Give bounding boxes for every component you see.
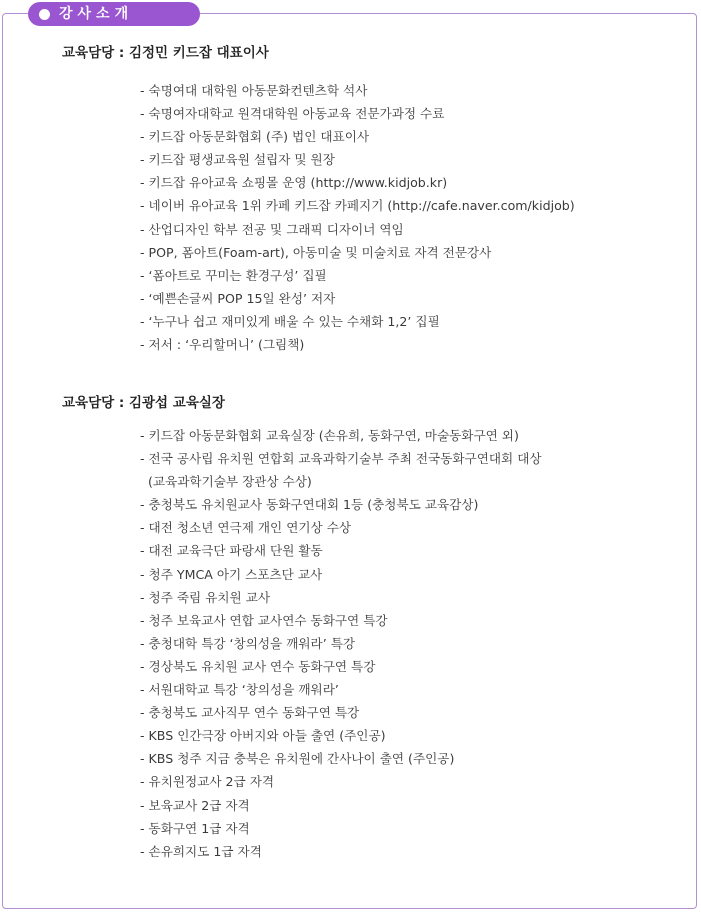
list-item: - 전국 공사립 유치원 연합회 교육과학기술부 주최 전국동화구연대회 대상 bbox=[140, 451, 542, 467]
list-item: - 숙명여대 대학원 아동문화컨텐츠학 석사 bbox=[140, 83, 368, 98]
list-item: - 키드잡 유아교육 쇼핑몰 운영 (http://www.kidjob.kr) bbox=[140, 175, 448, 191]
list-item: - 청주 YMCA 아기 스포츠단 교사 bbox=[140, 566, 323, 582]
list-item: - 충청북도 유치원교사 동화구연대회 1등 (충청북도 교육감상) bbox=[140, 497, 479, 513]
list-item: - 유치원정교사 2급 자격 bbox=[140, 774, 275, 790]
bullet-dot-icon bbox=[39, 9, 50, 20]
list-item-continuation bbox=[140, 470, 542, 493]
list-item: - 충청대학 특강 ‘창의성을 깨워라’ 특강 bbox=[140, 635, 356, 651]
instructor-section-kim-jeongmin bbox=[62, 43, 575, 353]
instructor-heading: 교육담당 : 김정민 키드잡 대표이사 bbox=[62, 45, 269, 61]
list-item: - 서원대학교 특강 ‘창의성을 깨워라’ bbox=[140, 682, 339, 698]
list-item: - 숙명여자대학교 원격대학원 아동교육 전문가과정 수료 bbox=[140, 106, 445, 122]
list-item: - 산업디자인 학부 전공 및 그래픽 디자이너 역임 bbox=[140, 221, 404, 237]
list-item: - 키드잡 아동문화협회 (주) 법인 대표이사 bbox=[140, 129, 370, 145]
list-item: - ‘예쁜손글씨 POP 15일 완성’ 저자 bbox=[140, 290, 336, 306]
career-list bbox=[140, 79, 575, 356]
section-title: 강사소개 bbox=[59, 6, 134, 22]
list-item: - ‘누구나 쉽고 재미있게 배울 수 있는 수채화 1,2’ 집필 bbox=[140, 313, 440, 329]
list-item: - 동화구연 1급 자격 bbox=[140, 820, 250, 836]
list-item: - 키드잡 평생교육원 설립자 및 원장 bbox=[140, 152, 335, 168]
list-item: - POP, 폼아트(Foam-art), 아동미술 및 미술치료 자격 전문강사 bbox=[140, 244, 492, 260]
list-item: - 경상북도 유치원 교사 연수 동화구연 특강 bbox=[140, 658, 376, 674]
list-item: - 충청북도 교사직무 연수 동화구연 특강 bbox=[140, 705, 360, 721]
continuation-text: (교육과학기술부 장관상 수상) bbox=[148, 474, 312, 490]
list-item: - 대전 교육극단 파랑새 단원 활동 bbox=[140, 543, 323, 559]
list-item: - 키드잡 아동문화협회 교육실장 (손유희, 동화구연, 마술동화구연 외) bbox=[140, 428, 519, 443]
list-item: - 손유희지도 1급 자격 bbox=[140, 843, 262, 859]
list-item: - 보육교사 2급 자격 bbox=[140, 797, 250, 813]
list-item: - 청주 보육교사 연합 교사연수 동화구연 특강 bbox=[140, 612, 388, 628]
list-item: - 네이버 유아교육 1위 카페 키드잡 카페지기 (http://cafe.naver.com/kidjob) bbox=[140, 198, 575, 214]
list-item: - 저서 : ‘우리할머니’ (그림책) bbox=[140, 337, 305, 353]
list-item: - KBS 인간극장 아버지와 아들 출연 (주인공) bbox=[140, 728, 386, 744]
career-list bbox=[140, 424, 542, 863]
instructor-section-kim-gwangseop bbox=[62, 393, 542, 859]
list-item: - 청주 죽림 유치원 교사 bbox=[140, 589, 271, 605]
section-tab bbox=[28, 2, 200, 26]
list-item: - KBS 청주 지금 충북은 유치원에 간사나이 출연 (주인공) bbox=[140, 751, 455, 767]
list-item: - ‘폼아트로 꾸미는 환경구성’ 집필 bbox=[140, 267, 327, 283]
instructor-heading: 교육담당 : 김광섭 교육실장 bbox=[62, 395, 225, 411]
list-item: - 대전 청소년 연극제 개인 연기상 수상 bbox=[140, 520, 352, 536]
